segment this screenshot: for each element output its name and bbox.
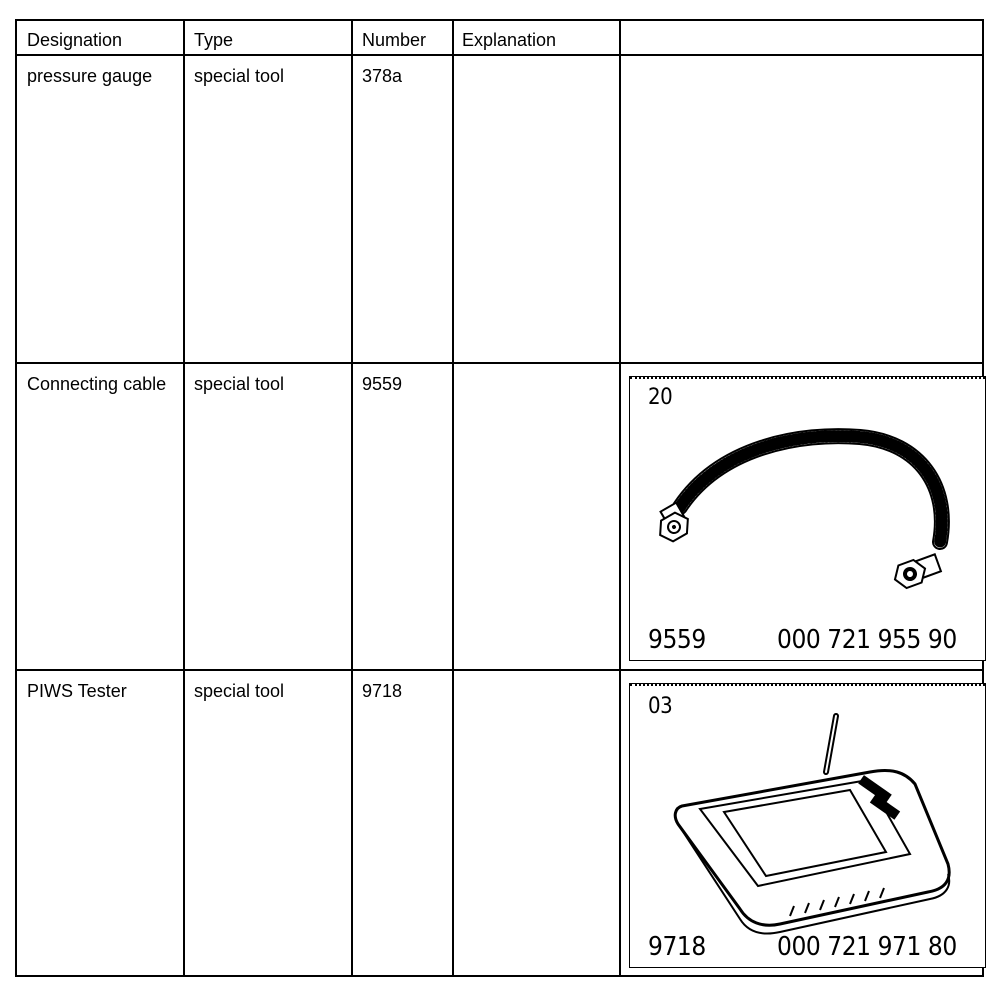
special-tools-table xyxy=(15,19,984,977)
row2-designation: Connecting cable xyxy=(27,374,167,394)
row3-number: 9718 xyxy=(362,681,403,701)
figure-part-number: 000 721 971 80 xyxy=(777,932,957,962)
row-divider xyxy=(17,54,982,56)
row-divider xyxy=(17,669,982,671)
header-designation: Designation xyxy=(27,30,123,50)
header-number: Number xyxy=(362,30,427,50)
connecting-cable-figure xyxy=(629,376,986,661)
figure-code: 03 xyxy=(648,694,673,719)
row3-designation: PIWS Tester xyxy=(27,681,127,701)
piws-tester-figure xyxy=(629,683,986,968)
row2-number: 9559 xyxy=(362,374,403,394)
row1-type: special tool xyxy=(194,66,285,86)
figure-tool-number: 9718 xyxy=(648,932,706,962)
row1-designation: pressure gauge xyxy=(27,66,153,86)
row3-type: special tool xyxy=(194,681,285,701)
figure-part-number: 000 721 955 90 xyxy=(777,625,957,655)
figure-code: 20 xyxy=(648,385,673,410)
row2-type: special tool xyxy=(194,374,285,394)
row1-number: 378a xyxy=(362,66,403,86)
tablet-tester-icon xyxy=(630,684,985,967)
column-divider xyxy=(619,21,621,975)
row-divider xyxy=(17,362,982,364)
column-divider xyxy=(183,21,185,975)
column-divider xyxy=(452,21,454,975)
header-explanation: Explanation xyxy=(462,30,557,50)
header-type: Type xyxy=(194,30,234,50)
figure-tool-number: 9559 xyxy=(648,625,706,655)
hose-cable-icon xyxy=(630,377,985,660)
column-divider xyxy=(351,21,353,975)
